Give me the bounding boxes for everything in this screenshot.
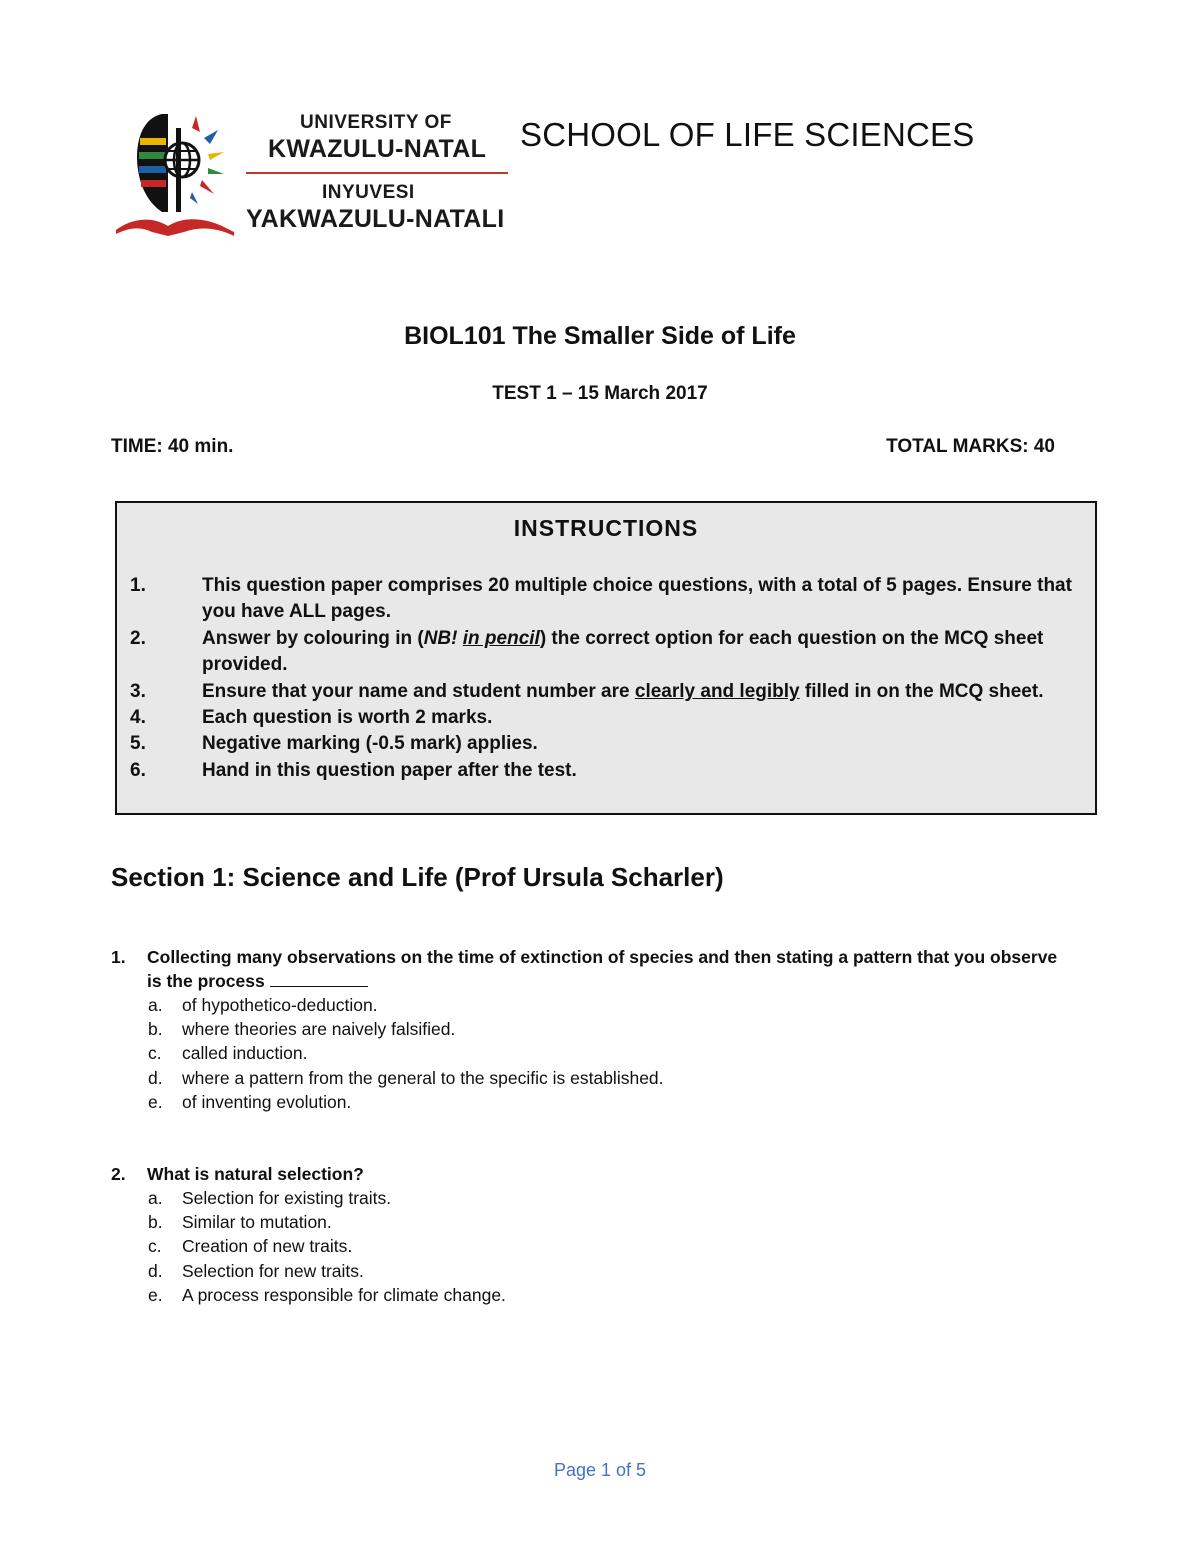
test-date: TEST 1 – 15 March 2017 <box>492 383 708 404</box>
logo-line-kwazulu-natal: KWAZULU-NATAL <box>268 135 487 163</box>
option-letter: c. <box>148 1043 162 1064</box>
question-number: 2. <box>111 1164 126 1184</box>
total-marks: TOTAL MARKS: 40 <box>886 436 1055 457</box>
logo-line-inyuvesi: INYUVESI <box>322 182 415 203</box>
instruction-text-post: the correct option for each question on the MCQ sheet provided. <box>202 627 1044 676</box>
question-text: What is natural selection? <box>147 1164 364 1184</box>
option-item <box>111 993 1071 1017</box>
instruction-text: Each question is worth 2 marks. <box>202 707 493 729</box>
option-item <box>111 1017 1071 1041</box>
option-text: Similar to mutation. <box>182 1212 332 1233</box>
instruction-text: This question paper comprises 20 multiple choice questions, with a total of 5 pages. Ensure that you have ALL pages. <box>202 575 1072 623</box>
option-text: where a pattern from the general to the specific is established. <box>182 1067 664 1088</box>
logo-divider <box>246 172 508 174</box>
option-text: of inventing evolution. <box>182 1091 352 1112</box>
instruction-item <box>130 679 1090 705</box>
instructions-list <box>130 573 1090 784</box>
instruction-number: 5. <box>130 733 146 755</box>
option-letter: b. <box>148 1212 163 1233</box>
option-text: Selection for existing traits. <box>182 1188 392 1208</box>
option-letter: a. <box>148 1188 163 1208</box>
option-item <box>111 1234 1071 1258</box>
option-letter: c. <box>148 1236 162 1257</box>
option-text: of hypothetico-deduction. <box>182 995 378 1015</box>
instruction-item <box>130 705 1090 731</box>
page-number: Page 1 of 5 <box>553 1460 647 1480</box>
option-item <box>111 1259 1071 1283</box>
option-text: Creation of new traits. <box>182 1236 353 1257</box>
option-list <box>111 1186 1071 1307</box>
option-item <box>111 1210 1071 1234</box>
option-letter: d. <box>148 1260 163 1281</box>
instruction-underlined: clearly and legibly <box>634 680 800 702</box>
instruction-number: 3. <box>130 680 146 702</box>
option-text: where theories are naively falsified. <box>182 1019 456 1040</box>
instructions-box <box>115 501 1097 815</box>
instruction-item <box>130 573 1090 626</box>
course-title: BIOL101 The Smaller Side of Life <box>404 322 796 350</box>
question-number: 1. <box>111 947 126 967</box>
ukzn-emblem-icon <box>112 108 238 236</box>
instruction-text-post: filled in on the MCQ sheet. <box>799 680 1044 702</box>
school-title: SCHOOL OF LIFE SCIENCES <box>520 116 975 153</box>
question-text: Collecting many observations on the time of extinction of species and then stating a pattern that you observe is the process <box>147 947 1058 991</box>
instruction-nb: NB! <box>423 627 458 649</box>
option-text: A process responsible for climate change. <box>182 1284 506 1305</box>
university-logo <box>246 112 508 234</box>
question-stem <box>111 945 1071 993</box>
instruction-text-close: ) <box>539 627 547 649</box>
option-letter: e. <box>148 1284 163 1305</box>
question-1 <box>111 945 1071 1114</box>
option-letter: e. <box>148 1091 163 1112</box>
instruction-text: Negative marking (-0.5 mark) applies. <box>202 733 538 755</box>
option-list <box>111 993 1071 1114</box>
instruction-item <box>130 758 1090 784</box>
instruction-underlined: in pencil <box>462 627 540 649</box>
option-item <box>111 1283 1071 1307</box>
instruction-item <box>130 731 1090 757</box>
question-stem <box>111 1162 1071 1186</box>
instruction-text-pre: Answer by colouring in ( <box>202 627 424 649</box>
option-letter: b. <box>148 1019 163 1040</box>
answer-blank <box>270 972 368 987</box>
option-letter: a. <box>148 995 163 1015</box>
logo-line-yakwazulu-natali: YAKWAZULU-NATALI <box>246 205 505 233</box>
option-letter: d. <box>148 1067 163 1088</box>
question-2 <box>111 1162 1071 1307</box>
option-text: called induction. <box>182 1043 308 1064</box>
instruction-number: 4. <box>130 707 146 729</box>
option-item <box>111 1090 1071 1114</box>
instructions-heading: INSTRUCTIONS <box>513 515 699 541</box>
time-allowed: TIME: 40 min. <box>111 436 234 457</box>
option-item <box>111 1186 1071 1210</box>
instruction-text-pre: Ensure that your name and student number are <box>202 680 635 702</box>
instruction-item <box>130 626 1090 679</box>
option-item <box>111 1066 1071 1090</box>
instruction-number: 1. <box>130 575 146 596</box>
instruction-number: 6. <box>130 759 146 781</box>
section-heading: Section 1: Science and Life (Prof Ursula Scharler) <box>111 862 724 892</box>
instruction-number: 2. <box>130 627 146 649</box>
option-text: Selection for new traits. <box>182 1260 364 1281</box>
option-item <box>111 1041 1071 1065</box>
instruction-text: Hand in this question paper after the test. <box>202 759 577 781</box>
logo-line-university-of: UNIVERSITY OF <box>300 112 452 133</box>
